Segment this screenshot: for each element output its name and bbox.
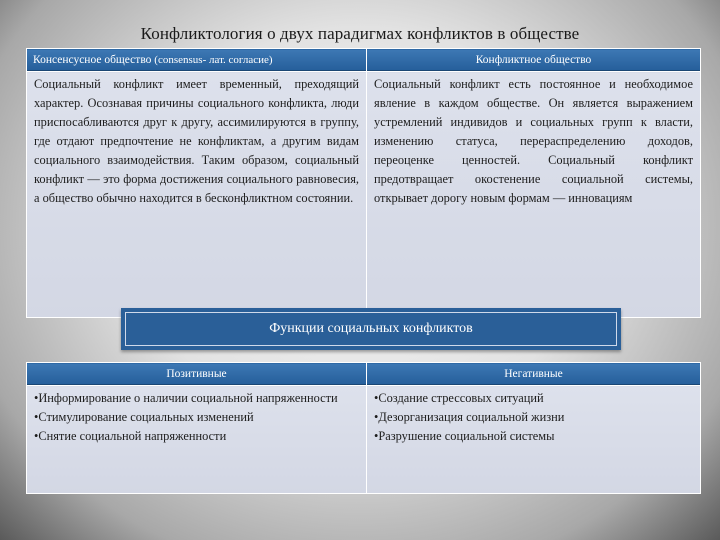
- paradigms-body-row: [27, 72, 701, 318]
- functions-banner-label: Функции социальных конфликтов: [125, 312, 617, 346]
- paradigms-table: [26, 48, 701, 318]
- list-item: •Снятие социальной напряженности: [34, 429, 227, 443]
- positive-functions-header: Позитивные: [27, 363, 367, 386]
- consensus-society-text: Социальный конфликт имеет временный, преходящий характер. Осознавая причины социального конфликта, люди приспосабливаются друг к другу, ассимилируются в группу, где отдают предпочтение не конфликтам, а другим видам социального взаимодействия. Таким образом, социальный конфликт — это форма достижения социального равновесия, а общество обычно находится в бесконфликтном состоянии.: [27, 72, 367, 318]
- paradigms-header-row: [27, 49, 701, 72]
- list-item: •Разрушение социальной системы: [374, 429, 555, 443]
- positive-functions-list: [27, 386, 367, 494]
- list-item: •Дезорганизация социальной жизни: [374, 410, 565, 424]
- list-item: •Стимулирование социальных изменений: [34, 410, 254, 424]
- list-item: •Информирование о наличии социальной напряженности: [34, 391, 338, 405]
- conflict-society-text: Социальный конфликт есть постоянное и необходимое явление в каждом обществе. Он является выражением устремлений индивидов и социальных групп к власти, изменению статуса, перераспределению доходов, переоценке ценностей. Социальный конфликт предотвращает окостенение социальной системы, открывает дорогу новым формам — инновациям: [367, 72, 701, 318]
- functions-banner: [121, 308, 621, 350]
- list-item: •Создание стрессовых ситуаций: [374, 391, 544, 405]
- conflict-society-header: Конфликтное общество: [367, 49, 701, 72]
- functions-header-row: [27, 363, 701, 386]
- negative-functions-list: [367, 386, 701, 494]
- consensus-society-header: [27, 49, 367, 72]
- consensus-header-main: Консенсусное общество: [33, 54, 152, 66]
- slide-title: Конфликтология о двух парадигмах конфликтов в обществе: [140, 24, 580, 43]
- functions-body-row: [27, 386, 701, 494]
- negative-functions-header: Негативные: [367, 363, 701, 386]
- consensus-header-note: (consensus- лат. согласие): [154, 54, 273, 66]
- functions-table: [26, 362, 701, 494]
